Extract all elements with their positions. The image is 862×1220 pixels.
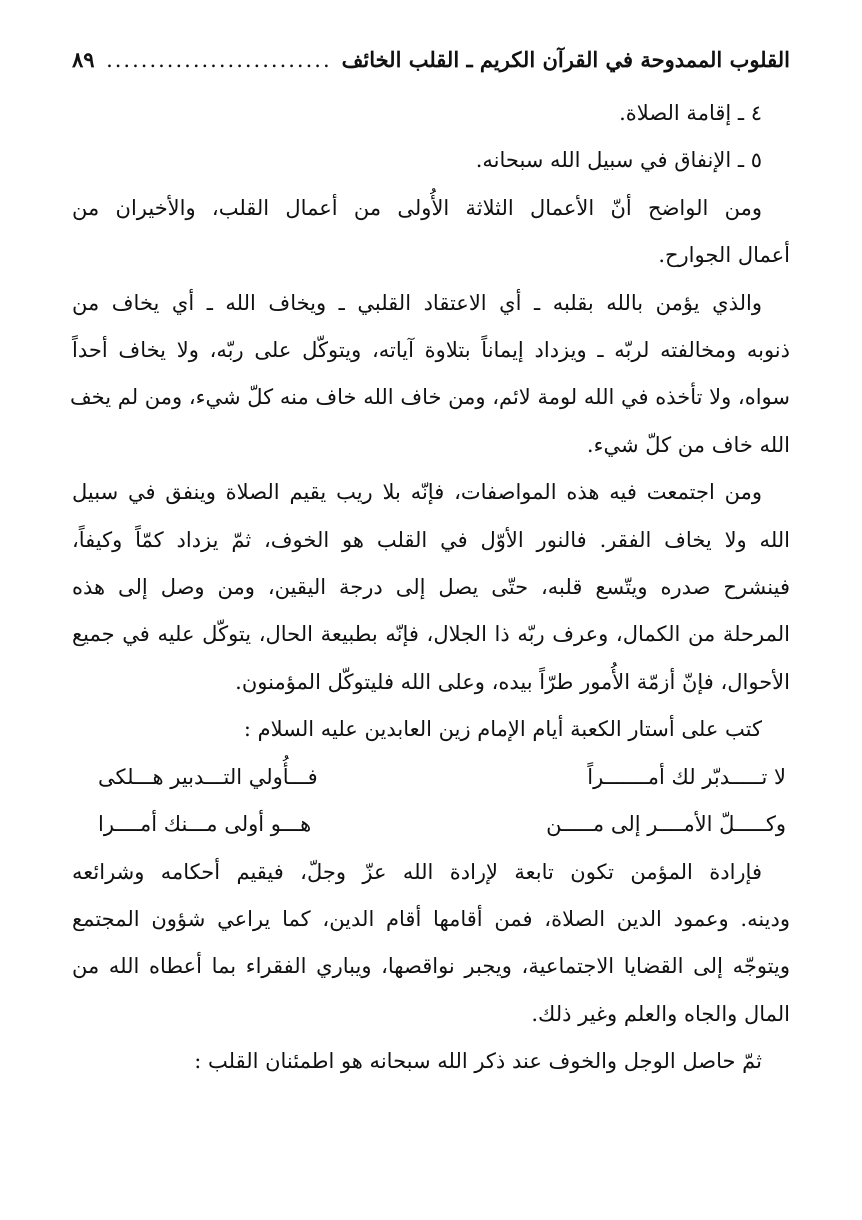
running-header: [72, 40, 790, 80]
paragraph-line: ودينه. وعمود الدين الصلاة، فمن أقامها أقام الدين، كما يراعي شؤون المجتمع: [72, 906, 790, 931]
paragraph-line: ويتوجّه إلى القضايا الاجتماعية، ويجبر نواقصها، ويباري الفقراء بما أعطاه الله من: [72, 954, 790, 979]
paragraph-line: ومن الواضح أنّ الأعمال الثلاثة الأُولى من أعمال القلب، والأخيران من: [72, 195, 762, 220]
paragraph-line: المال والجاه والعلم وغير ذلك.: [531, 1001, 790, 1026]
paragraph-line: ومن اجتمعت فيه هذه المواصفات، فإنّه بلا ريب يقيم الصلاة وينفق في سبيل: [72, 480, 762, 505]
list-item: ٥ ـ الإنفاق في سبيل الله سبحانه.: [475, 148, 762, 173]
poem-verse: [72, 754, 790, 801]
paragraph-line: الله خاف من كلّ شيء.: [586, 432, 790, 457]
paragraph-line: سواه، ولا تأخذه في الله لومة لائم، ومن خاف الله خاف منه كلّ شيء، ومن لم يخف: [69, 385, 790, 410]
poem-verse: [72, 801, 790, 848]
page-body: [69, 90, 790, 1086]
paragraph-line: فينشرح صدره ويتّسع قلبه، حتّى يصل إلى درجة اليقين، ومن وصل إلى هذه: [72, 575, 790, 600]
verse-first-hemistich: لا تـــــدبّر لك أمـــــــراً: [587, 764, 786, 789]
paragraph-line: والذي يؤمن بالله بقلبه ـ أي الاعتقاد القلبي ـ ويخاف الله ـ أي يخاف من: [72, 290, 762, 315]
header-dot-leader: [105, 40, 332, 80]
paragraph-line: المرحلة من الكمال، وعرف ربّه ذا الجلال، فإنّه بطبيعة الحال، يتوكّل عليه في جميع: [72, 622, 790, 647]
paragraph-line: فإرادة المؤمن تكون تابعة لإرادة الله عزّ وجلّ، فيقيم أحكامه وشرائعه: [72, 859, 762, 884]
running-header-title: القلوب الممدوحة في القرآن الكريم ـ القلب الخائف: [341, 47, 790, 72]
paragraph-line: الله ولا يخاف الفقر. فالنور الأوّل في القلب هو الخوف، ثمّ يزداد كمّاً وكيفاً،: [72, 527, 790, 552]
paragraph-line: كتب على أستار الكعبة أيام الإمام زين العابدين عليه السلام :: [243, 717, 762, 742]
paragraph-line: ثمّ حاصل الوجل والخوف عند ذكر الله سبحانه هو اطمئنان القلب :: [194, 1049, 762, 1074]
paragraph-line: الأحوال، فإنّ أزمّة الأُمور طرّاً بيده، وعلى الله فليتوكّل المؤمنون.: [235, 669, 790, 694]
page-number: ٨٩: [72, 47, 95, 72]
paragraph-line: ذنوبه ومخالفته لربّه ـ ويزداد إيماناً بتلاوة آياته، ويتوكّل على ربّه، ولا يخاف أحداً: [72, 338, 790, 363]
list-item: ٤ ـ إقامة الصلاة.: [619, 101, 762, 125]
verse-second-hemistich: فـــأُولي التـــدبير هـــلكى: [98, 764, 318, 789]
paragraph-line: أعمال الجوارح.: [658, 243, 790, 268]
verse-first-hemistich: وكـــــلّ الأمــــر إلى مـــــن: [546, 812, 786, 837]
verse-second-hemistich: هـــو أولى مـــنك أمــــرا: [98, 812, 312, 837]
